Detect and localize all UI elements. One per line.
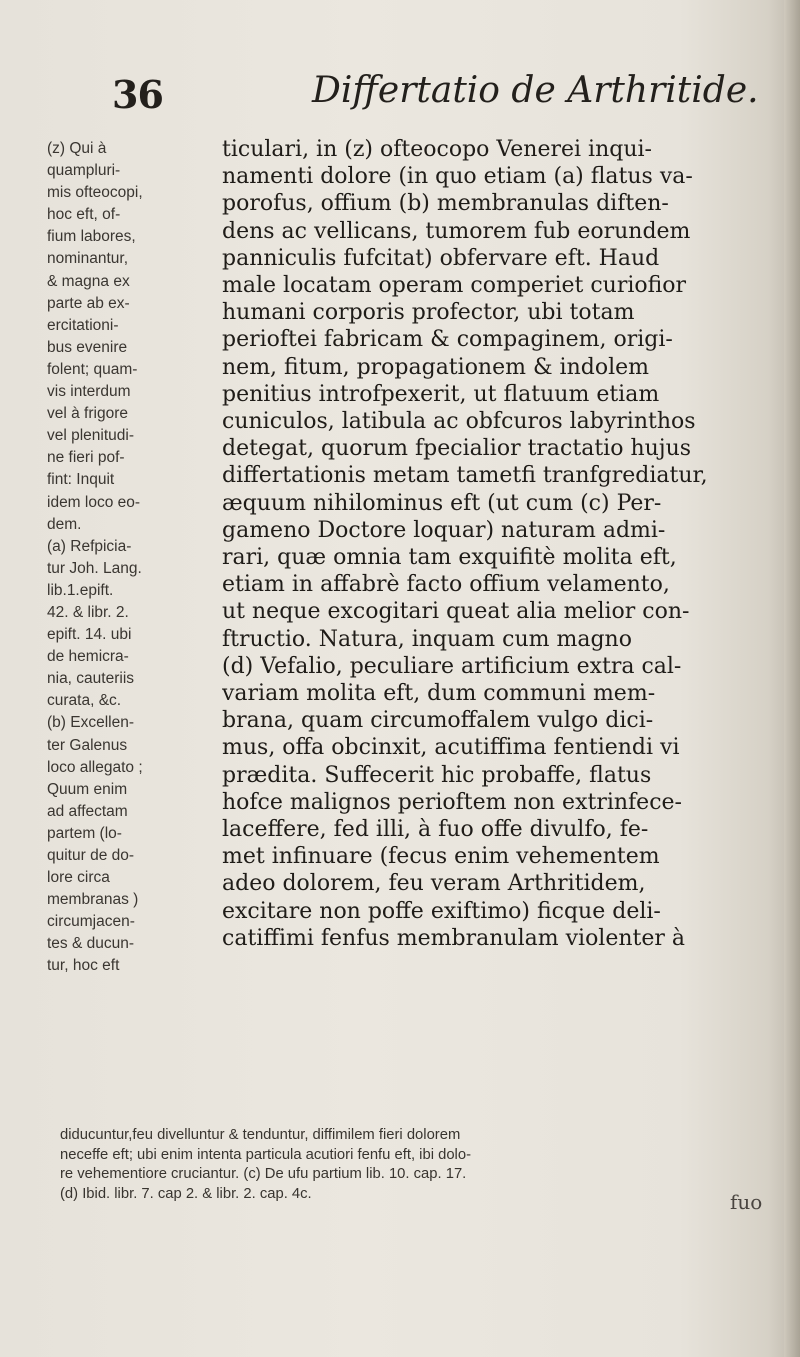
margin-note-line: (z) Qui à <box>47 140 107 157</box>
margin-note-line: vel à frigore <box>47 405 128 423</box>
main-text-line: dens ac vellicans, tumorem fub eorundem <box>222 218 691 244</box>
main-text-line: gameno Doctore loquar) naturam admi- <box>222 517 666 543</box>
main-text-line: prædita. Suffecerit hic probaffe, flatus <box>222 762 652 788</box>
main-text-line: hofce malignos perioftem non extrinfece- <box>222 789 682 815</box>
margin-note-line: ercitationi- <box>47 316 119 334</box>
margin-note-line: tur, hoc eft <box>47 957 120 975</box>
footnote-line: neceffe eft; ubi enim intenta particula acutiori fenfu eft, ibi dolo- <box>60 1146 471 1163</box>
main-text-line: humani corporis profector, ubi totam <box>222 300 635 326</box>
main-text-line: ticulari, in (z) ofteocopo Venerei inqui- <box>222 137 652 162</box>
main-text-line: variam molita eft, dum communi mem- <box>222 681 656 707</box>
margin-note-line: folent; quam- <box>47 360 138 378</box>
margin-note-line: & magna ex <box>47 272 130 290</box>
main-text-line: mus, offa obcinxit, acutiffima fentiendi vi <box>222 735 680 761</box>
margin-note-line: quitur de do- <box>47 847 135 864</box>
main-text-line: æquum nihilominus eft (ut cum (c) Per- <box>222 490 662 516</box>
main-text-line: ftructio. Natura, inquam cum magno <box>222 626 632 652</box>
margin-note-line: mis ofteocopi, <box>47 184 143 202</box>
main-text-line: laceffere, fed illi, à fuo offe divulfo, fe- <box>222 817 649 843</box>
margin-note-line: ne fieri pof- <box>47 449 125 467</box>
margin-note-line: ad affectam <box>47 802 128 820</box>
margin-note-line: partem (lo- <box>47 824 122 842</box>
main-text-line: detegat, quorum fpecialior tractatio hujus <box>222 436 692 462</box>
margin-note-line: tes & ducun- <box>47 935 135 953</box>
margin-note-line: membranas ) <box>47 891 139 909</box>
main-text-line: rari, quæ omnia tam exquifitè molita eft, <box>222 545 677 571</box>
main-text-line: penitius introfpexerit, ut flatuum etiam <box>222 381 660 407</box>
main-text-line: ut neque excogitari queat alia melior con- <box>222 599 690 625</box>
footnote-line: diducuntur,feu divelluntur & tenduntur, diffimilem fieri dolorem <box>60 1127 461 1143</box>
main-text-line: adeo dolorem, feu veram Arthritidem, <box>222 871 646 897</box>
main-text-line: (d) Vefalio, peculiare artificium extra cal- <box>222 653 682 679</box>
margin-note-line: nominantur, <box>47 250 128 268</box>
main-text-line: differtationis metam tametfi tranfgrediatur, <box>222 463 708 489</box>
margin-note-line: hoc eft, of- <box>47 206 121 224</box>
margin-note-line: bus evenire <box>47 338 128 356</box>
margin-note-line: (a) Refpicia- <box>47 537 132 555</box>
main-text-line: excitare non poffe exiftimo) ficque deli- <box>222 898 661 924</box>
main-text-line: panniculis fufcitat) obfervare eft. Haud <box>222 245 660 271</box>
footnotes <box>60 1126 790 1204</box>
main-text-line: etiam in affabrè facto offium velamento, <box>222 572 670 598</box>
margin-note-line: epift. 14. ubi <box>47 626 132 644</box>
footnote-line: (d) Ibid. libr. 7. cap 2. & libr. 2. cap. 4c. <box>60 1185 312 1202</box>
main-text-line: namenti dolore (in quo etiam (a) flatus va- <box>222 164 693 190</box>
main-text-line: male locatam operam comperiet curiofior <box>222 273 687 299</box>
margin-note-line: loco allegato ; <box>47 758 143 776</box>
margin-note-line: Quum enim <box>47 780 128 798</box>
running-head: Differtatio de Arthritide. <box>312 70 759 111</box>
page-number: 36 <box>112 72 163 117</box>
catchword: fuo <box>730 1190 763 1214</box>
main-text <box>222 136 784 952</box>
main-text-line: nem, fitum, propagationem & indolem <box>222 354 650 380</box>
main-text-line: brana, quam circumoffalem vulgo dici- <box>222 708 654 734</box>
margin-note-line: vel plenitudi- <box>47 427 135 445</box>
margin-note-line: de hemicra- <box>47 648 129 666</box>
margin-note-line: idem loco eo- <box>47 493 141 511</box>
main-text-line: porofus, offium (b) membranulas diften- <box>222 191 669 217</box>
margin-note-line: dem. <box>47 515 82 533</box>
margin-note-line: (b) Excellen- <box>47 714 134 732</box>
main-text-line: met infinuare (fecus enim vehementem <box>222 844 660 870</box>
margin-note-line: ter Galenus <box>47 736 128 754</box>
margin-note-line: 42. & libr. 2. <box>47 603 129 621</box>
margin-note-line: nia, cauteriis <box>47 670 135 688</box>
margin-note-line: tur Joh. Lang. <box>47 559 142 577</box>
main-text-line: catiffimi fenfus membranulam violenter à <box>222 925 686 951</box>
footnote-line: re vehementiore cruciantur. (c) De ufu partium lib. 10. cap. 17. <box>60 1166 467 1183</box>
margin-note-line: fium labores, <box>47 228 136 246</box>
main-text-line: cuniculos, latibula ac obfcuros labyrinthos <box>222 409 696 435</box>
main-text-line: perioftei fabricam & compaginem, origi- <box>222 327 673 353</box>
margin-note-line: lore circa <box>47 869 110 887</box>
margin-note-line: parte ab ex- <box>47 294 130 312</box>
margin-note-line: circumjacen- <box>47 913 135 931</box>
margin-note-line: vis interdum <box>47 383 131 401</box>
margin-note-line: curata, &c. <box>47 692 122 710</box>
margin-notes <box>47 138 227 978</box>
margin-note-line: fint: Inquit <box>47 471 115 489</box>
margin-note-line: lib.1.epift. <box>47 581 114 599</box>
margin-note-line: quampluri- <box>47 162 121 180</box>
